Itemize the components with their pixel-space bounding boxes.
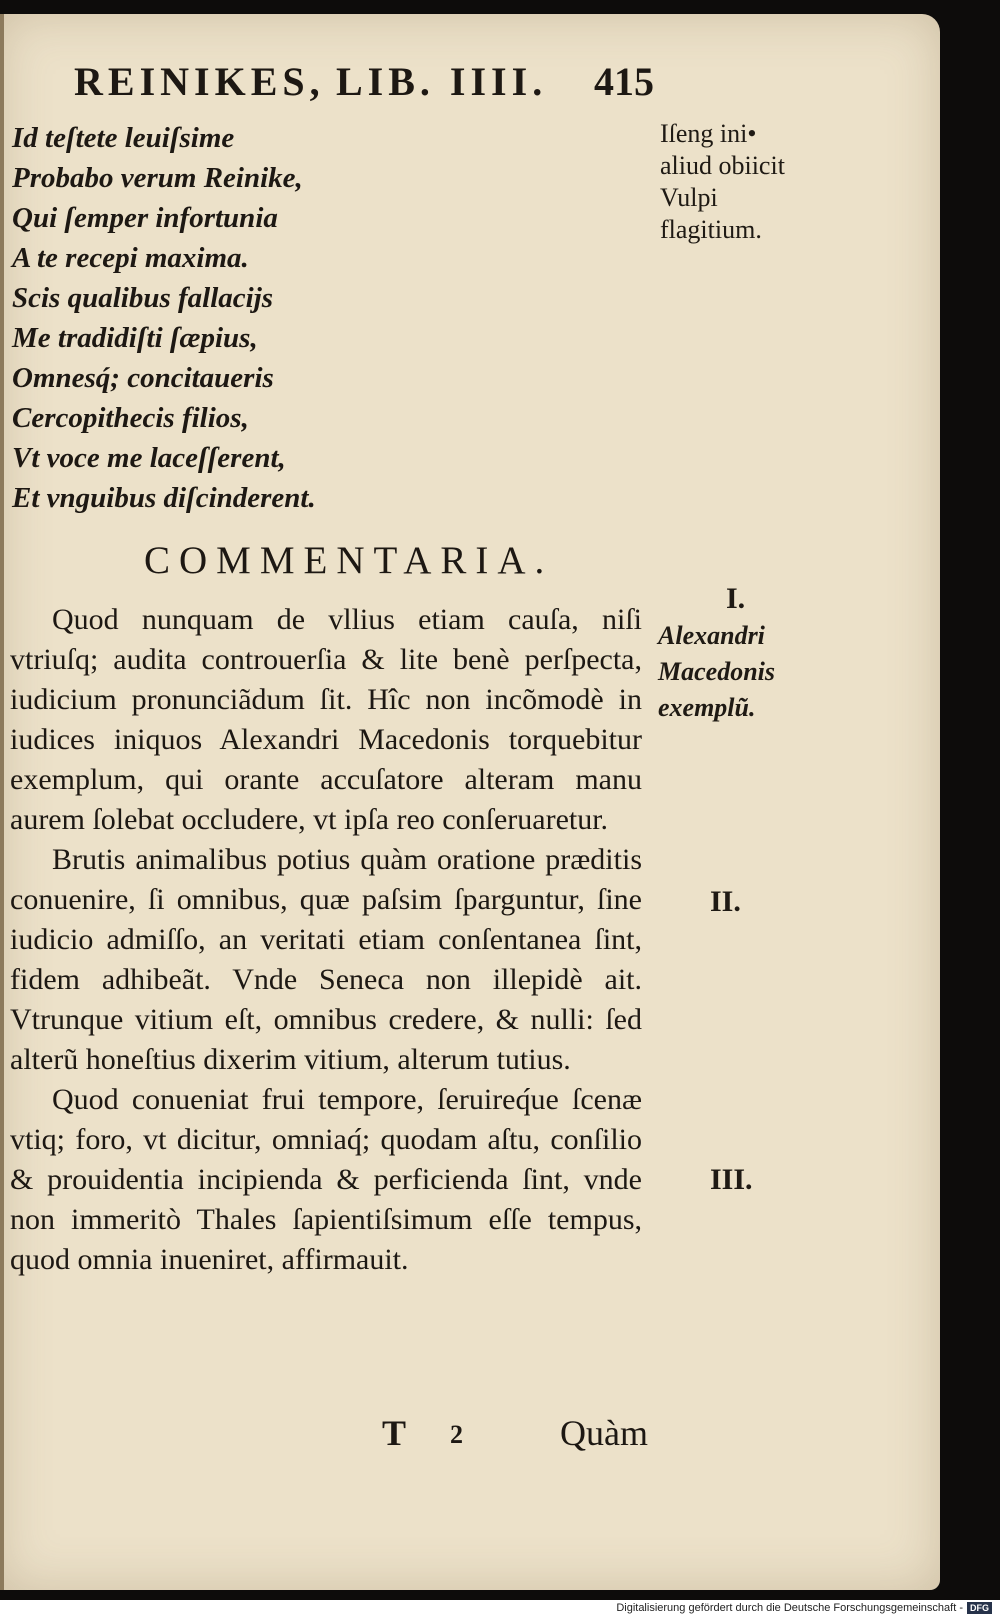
signature-letter: T [382, 1413, 407, 1453]
verse-line: Me tradidiſti ſæpius, [12, 322, 258, 354]
running-head-title: REINIKES, [74, 59, 325, 104]
paragraph-text: Quod conueniat frui tempore, ſeruireq́ue ſcenæ vtiq; foro, vt dicitur, omniaq́; quodam aſtu, conſilio & prouidentia incipienda & perficienda ſint, vnde non immeritò Thales ſapientiſsimum eſſe tempus, quod omnia inueniret, affirmauit. [10, 1083, 642, 1276]
margin-note-number: III. [710, 1163, 753, 1196]
paragraph [10, 600, 642, 840]
commentary-text [10, 600, 642, 1280]
paragraph-text: Brutis animalibus potius quàm oratione præditis conuenire, ſi omnibus, quæ paſsim ſparguntur, ſine iudicio admiſſo, an veritati etiam conſentanea ſint, fidem adhibeãt. Vnde Seneca non illepidè ait. Vtrunque vitium eſt, omnibus credere, & nulli: ſed alterũ honeſtius dixerim vitium, alterum tutius. [10, 843, 642, 1076]
verse-line: Et vnguibus diſcinderent. [12, 482, 316, 514]
verse-line: Cercopithecis filios, [12, 402, 249, 434]
running-head [74, 58, 664, 105]
margin-note: Alexandri Macedonis exemplũ. [658, 621, 775, 722]
paragraph-text: Quod nunquam de vllius etiam cauſa, niſi vtriuſq; audita controuerſia & lite benè perſpecta, iudicium pronunciãdum ſit. Hîc non incõmodè in iudices iniquos Alexandri Macedonis torquebitur exemplum, qui orante accuſatore alteram manu aurem ſolebat occludere, vt ipſa reo conſeruaretur. [10, 603, 642, 836]
verse-line: A te recepi maxima. [12, 242, 249, 274]
signature-number: 2 [450, 1420, 463, 1449]
page-edge [0, 14, 4, 1590]
page-number: 415 [594, 59, 654, 104]
section-heading: COMMENTARIA. [144, 539, 554, 582]
running-head-book: LIB. IIII. [336, 59, 548, 104]
verse-line: Scis qualibus fallacijs [12, 282, 274, 314]
dfg-logo: DFG [967, 1602, 992, 1614]
margin-note-number: II. [710, 885, 741, 918]
verse-line: Omnesq́; concitaueris [12, 362, 274, 394]
margin-note-number: I. [726, 582, 746, 615]
verse-block [12, 118, 412, 518]
verse-line: Qui ſemper infortunia [12, 202, 278, 234]
footer-text: Digitalisierung gefördert durch die Deutsche Forschungsgemeinschaft - [616, 1602, 963, 1614]
verse-line: Vt voce me laceſſerent, [12, 442, 286, 474]
footer [616, 1602, 992, 1614]
catchword: Quàm [560, 1413, 648, 1453]
verse-line: Probabo verum Reinike, [12, 162, 303, 194]
margin-note: Iſeng ini• aliud obiicit Vulpi flagitium. [660, 119, 785, 244]
paragraph [10, 1080, 642, 1280]
paragraph [10, 840, 642, 1080]
verse-line: Id teſtete leuiſsime [12, 122, 235, 154]
